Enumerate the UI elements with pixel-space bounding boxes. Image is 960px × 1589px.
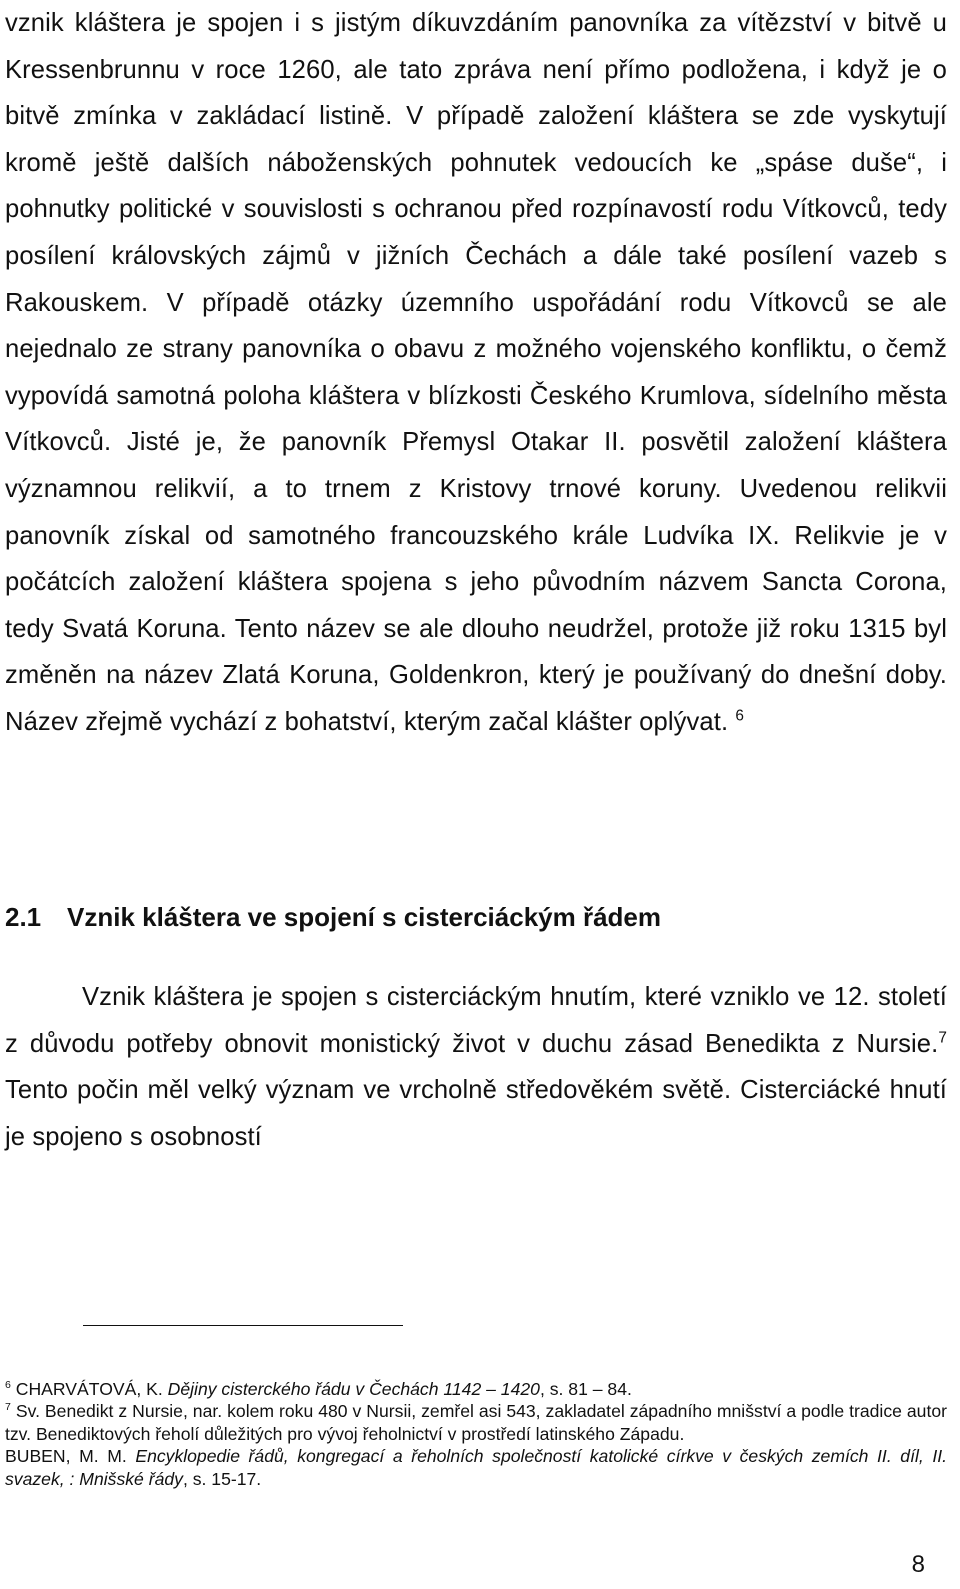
- footnote-7: [5, 1400, 947, 1445]
- footnote-mark-6: 6: [5, 1379, 11, 1392]
- paragraph-2-text-a: Vznik kláštera je spojen s cisterciáckým hnutím, které vzniklo ve 12. století z důvodu potřeby obnovit monistický život v duchu zásad Benedikta z Nursie.: [5, 983, 947, 1058]
- footnote-6-rest: , s. 81 – 84.: [539, 1379, 632, 1399]
- footnote-ref-7[interactable]: 7: [938, 1029, 947, 1047]
- section-number: 2.1: [5, 902, 42, 932]
- section-title: Vznik kláštera ve spojení s cisterciáckým řádem: [67, 902, 662, 932]
- footnote-7-citation-author: BUBEN, M. M.: [5, 1446, 136, 1467]
- footnote-6: [5, 1378, 947, 1400]
- footnote-7-citation-rest: , s. 15-17.: [182, 1468, 262, 1489]
- body-paragraph-1: [5, 0, 947, 746]
- footnote-7-text: Sv. Benedikt z Nursie, nar. kolem roku 480 v Nursii, zemřel asi 543, zakladatel západního mnišství a podle tradice autor tzv. Benediktových řeholí důležitých pro vývoj řeholnictví v prostředí latinského Západu.: [5, 1401, 947, 1444]
- paragraph-1-text: vznik kláštera je spojen i s jistým díkuvzdáním panovníka za vítězství v bitvě u Kressenbrunnu v roce 1260, ale tato zpráva není přímo podložena, i když je o bitvě zmínka v zakládací listině. V případě založení kláštera se zde vyskytují kromě ještě dalších náboženských pohnutek vedoucích ke „spáse duše“, i pohnutky politické v souvislosti s ochranou před rozpínavostí rodu Vítkovců, tedy posílení královských zájmů v jižních Čechách a dále také posílení vazeb s Rakouskem. V případě otázky územního uspořádání rodu Vítkovců se ale nejednalo ze strany panovníka o obavu z možného vojenského konfliktu, o čemž vypovídá samotná poloha kláštera v blízkosti Českého Krumlova, sídelního města Vítkovců. Jisté je, že panovník Přemysl Otakar II. posvětil založení kláštera významnou relikvií, a to trnem z Kristovy trnové koruny. Uvedenou relikvii panovník získal od samotného francouzského krále Ludvíka IX. Relikvie je v počátcích založení kláštera spojena s jeho původním názvem Sancta Corona, tedy Svatá Koruna. Tento název se ale dlouho neudržel, protože již roku 1315 byl změněn na název Zlatá Koruna, Goldenkron, který je používaný do dnešní doby. Název zřejmě vychází z bohatství, kterým začal klášter oplývat.: [5, 9, 947, 736]
- footnote-6-title: Dějiny cisterckého řádu v Čechách 1142 – 1420: [167, 1379, 540, 1399]
- footnote-separator: [83, 1325, 403, 1326]
- footnote-ref-6[interactable]: 6: [735, 707, 745, 725]
- footnote-7-citation: [5, 1445, 947, 1490]
- section-heading: [5, 902, 661, 933]
- footnote-mark-7: 7: [5, 1401, 11, 1414]
- body-paragraph-2: [5, 974, 947, 1160]
- footnote-7-citation-title: Encyklopedie řádů, kongregací a řeholních společností katolické církve v českých zemích II. díl, II. svazek, : Mnišské řády: [5, 1446, 947, 1489]
- footnote-6-author: CHARVÁTOVÁ, K.: [10, 1379, 168, 1399]
- footnotes: [5, 1378, 947, 1490]
- paragraph-2-text-b: Tento počin měl velký význam ve vrcholně středověkém světě. Cisterciácké hnutí je spojeno s osobností: [5, 1076, 947, 1151]
- page-number: 8: [911, 1551, 925, 1578]
